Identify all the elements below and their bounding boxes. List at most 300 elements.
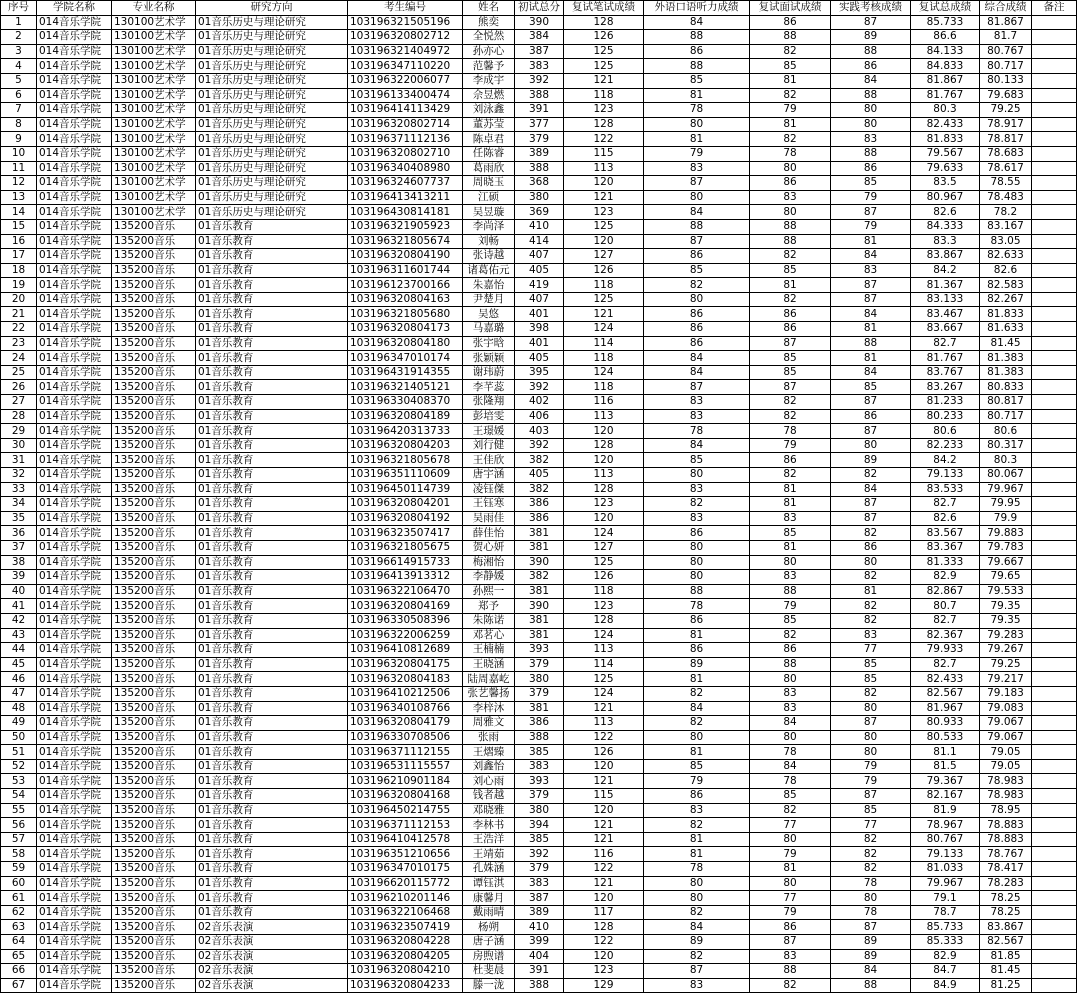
table-row (1, 44, 1077, 59)
table-row (1, 759, 1077, 774)
cell-candidate-id: 103196324607737 (348, 176, 463, 191)
cell-composite-score: 82.567 (980, 935, 1032, 950)
cell-college: 014音乐学院 (37, 818, 112, 833)
cell-major: 135200音乐 (112, 803, 196, 818)
cell-retest-total: 80.233 (911, 409, 980, 424)
cell-written-score: 121 (564, 307, 644, 322)
cell-initial-score: 379 (515, 132, 564, 147)
cell-name: 王钰寒 (463, 497, 515, 512)
cell-college: 014音乐学院 (37, 730, 112, 745)
cell-direction: 01音乐教育 (196, 395, 348, 410)
cell-direction: 02音乐表演 (196, 964, 348, 979)
cell-index: 22 (1, 322, 37, 337)
table-row (1, 686, 1077, 701)
cell-interview-score: 81 (750, 117, 831, 132)
cell-candidate-id: 103196321805674 (348, 234, 463, 249)
cell-initial-score: 379 (515, 789, 564, 804)
cell-initial-score: 381 (515, 628, 564, 643)
cell-retest-total: 83.667 (911, 322, 980, 337)
cell-composite-score: 78.25 (980, 891, 1032, 906)
cell-practice-score: 87 (831, 424, 911, 439)
cell-name: 刘鑫怡 (463, 759, 515, 774)
cell-practice-score: 84 (831, 964, 911, 979)
cell-oral-listening-score: 84 (644, 438, 750, 453)
cell-candidate-id: 103196320804228 (348, 935, 463, 950)
cell-remark (1032, 234, 1077, 249)
cell-direction: 01音乐教育 (196, 745, 348, 760)
cell-oral-listening-score: 88 (644, 584, 750, 599)
cell-name: 滕一泷 (463, 978, 515, 993)
cell-written-score: 126 (564, 745, 644, 760)
cell-composite-score: 79.65 (980, 570, 1032, 585)
cell-college: 014音乐学院 (37, 497, 112, 512)
cell-index: 59 (1, 862, 37, 877)
cell-retest-total: 79.133 (911, 847, 980, 862)
cell-remark (1032, 88, 1077, 103)
cell-interview-score: 80 (750, 672, 831, 687)
cell-candidate-id: 103196347110220 (348, 59, 463, 74)
cell-college: 014音乐学院 (37, 30, 112, 45)
cell-written-score: 120 (564, 949, 644, 964)
cell-major: 135200音乐 (112, 657, 196, 672)
cell-initial-score: 381 (515, 613, 564, 628)
cell-oral-listening-score: 85 (644, 759, 750, 774)
cell-initial-score: 388 (515, 730, 564, 745)
cell-initial-score: 405 (515, 468, 564, 483)
cell-major: 130100艺术学 (112, 117, 196, 132)
cell-name: 任陈睿 (463, 146, 515, 161)
cell-remark (1032, 497, 1077, 512)
cell-direction: 01音乐教育 (196, 789, 348, 804)
table-row (1, 599, 1077, 614)
cell-direction: 01音乐教育 (196, 570, 348, 585)
cell-interview-score: 80 (750, 730, 831, 745)
cell-major: 135200音乐 (112, 686, 196, 701)
cell-index: 27 (1, 395, 37, 410)
cell-direction: 01音乐教育 (196, 453, 348, 468)
cell-practice-score: 88 (831, 44, 911, 59)
cell-initial-score: 405 (515, 263, 564, 278)
cell-major: 135200音乐 (112, 584, 196, 599)
cell-name: 马嘉璐 (463, 322, 515, 337)
cell-major: 135200音乐 (112, 351, 196, 366)
cell-oral-listening-score: 80 (644, 891, 750, 906)
cell-written-score: 123 (564, 599, 644, 614)
cell-name: 李静媛 (463, 570, 515, 585)
cell-interview-score: 78 (750, 745, 831, 760)
cell-candidate-id: 103196410212506 (348, 686, 463, 701)
cell-name: 周雅文 (463, 716, 515, 731)
cell-composite-score: 79.25 (980, 657, 1032, 672)
cell-retest-total: 82.367 (911, 628, 980, 643)
cell-interview-score: 82 (750, 132, 831, 147)
table-row (1, 30, 1077, 45)
cell-retest-total: 81.367 (911, 278, 980, 293)
cell-practice-score: 88 (831, 146, 911, 161)
cell-name: 陈卓君 (463, 132, 515, 147)
cell-initial-score: 406 (515, 409, 564, 424)
cell-remark (1032, 351, 1077, 366)
table-row (1, 745, 1077, 760)
cell-candidate-id: 103196330408370 (348, 395, 463, 410)
cell-candidate-id: 103196413413211 (348, 190, 463, 205)
cell-written-score: 118 (564, 278, 644, 293)
cell-oral-listening-score: 80 (644, 540, 750, 555)
cell-written-score: 120 (564, 234, 644, 249)
cell-college: 014音乐学院 (37, 716, 112, 731)
cell-initial-score: 381 (515, 584, 564, 599)
cell-retest-total: 81.033 (911, 862, 980, 877)
cell-college: 014音乐学院 (37, 176, 112, 191)
table-row (1, 716, 1077, 731)
cell-index: 34 (1, 497, 37, 512)
cell-index: 16 (1, 234, 37, 249)
cell-written-score: 127 (564, 249, 644, 264)
cell-oral-listening-score: 82 (644, 497, 750, 512)
cell-direction: 01音乐历史与理论研究 (196, 146, 348, 161)
cell-candidate-id: 103196320804203 (348, 438, 463, 453)
cell-major: 135200音乐 (112, 701, 196, 716)
cell-major: 135200音乐 (112, 468, 196, 483)
cell-interview-score: 83 (750, 570, 831, 585)
cell-remark (1032, 643, 1077, 658)
cell-oral-listening-score: 85 (644, 453, 750, 468)
cell-remark (1032, 395, 1077, 410)
cell-interview-score: 83 (750, 190, 831, 205)
cell-college: 014音乐学院 (37, 161, 112, 176)
cell-practice-score: 89 (831, 935, 911, 950)
cell-index: 4 (1, 59, 37, 74)
cell-written-score: 113 (564, 409, 644, 424)
cell-college: 014音乐学院 (37, 701, 112, 716)
cell-direction: 01音乐教育 (196, 759, 348, 774)
cell-college: 014音乐学院 (37, 146, 112, 161)
cell-index: 17 (1, 249, 37, 264)
cell-interview-score: 86 (750, 307, 831, 322)
cell-name: 范馨予 (463, 59, 515, 74)
cell-candidate-id: 103196330508396 (348, 613, 463, 628)
cell-remark (1032, 59, 1077, 74)
cell-composite-score: 80.067 (980, 468, 1032, 483)
cell-index: 6 (1, 88, 37, 103)
cell-oral-listening-score: 80 (644, 117, 750, 132)
cell-name: 熊奕 (463, 15, 515, 30)
cell-name: 谭钰淇 (463, 876, 515, 891)
table-row (1, 949, 1077, 964)
cell-direction: 01音乐教育 (196, 891, 348, 906)
cell-written-score: 127 (564, 540, 644, 555)
cell-composite-score: 78.95 (980, 803, 1032, 818)
cell-interview-score: 79 (750, 847, 831, 862)
cell-practice-score: 83 (831, 628, 911, 643)
cell-initial-score: 379 (515, 862, 564, 877)
cell-initial-score: 389 (515, 905, 564, 920)
cell-index: 31 (1, 453, 37, 468)
cell-candidate-id: 103196330708506 (348, 730, 463, 745)
cell-direction: 02音乐表演 (196, 920, 348, 935)
cell-remark (1032, 745, 1077, 760)
cell-remark (1032, 876, 1077, 891)
cell-written-score: 113 (564, 468, 644, 483)
cell-name: 唐子涵 (463, 935, 515, 950)
cell-practice-score: 86 (831, 409, 911, 424)
cell-name: 周晓玉 (463, 176, 515, 191)
cell-college: 014音乐学院 (37, 978, 112, 993)
cell-oral-listening-score: 78 (644, 103, 750, 118)
cell-direction: 01音乐教育 (196, 730, 348, 745)
cell-retest-total: 80.967 (911, 190, 980, 205)
cell-retest-total: 85.733 (911, 15, 980, 30)
cell-practice-score: 80 (831, 117, 911, 132)
cell-retest-total: 83.533 (911, 482, 980, 497)
cell-index: 54 (1, 789, 37, 804)
cell-interview-score: 82 (750, 44, 831, 59)
cell-retest-total: 83.133 (911, 292, 980, 307)
cell-interview-score: 78 (750, 146, 831, 161)
cell-initial-score: 410 (515, 920, 564, 935)
cell-direction: 01音乐教育 (196, 832, 348, 847)
cell-index: 60 (1, 876, 37, 891)
cell-composite-score: 78.817 (980, 132, 1032, 147)
cell-index: 35 (1, 511, 37, 526)
cell-direction: 01音乐教育 (196, 249, 348, 264)
cell-candidate-id: 103196320804189 (348, 409, 463, 424)
cell-interview-score: 81 (750, 73, 831, 88)
cell-index: 20 (1, 292, 37, 307)
cell-major: 135200音乐 (112, 599, 196, 614)
cell-direction: 01音乐教育 (196, 818, 348, 833)
cell-practice-score: 89 (831, 453, 911, 468)
cell-written-score: 120 (564, 176, 644, 191)
cell-major: 135200音乐 (112, 497, 196, 512)
cell-oral-listening-score: 86 (644, 643, 750, 658)
cell-college: 014音乐学院 (37, 263, 112, 278)
cell-major: 130100艺术学 (112, 103, 196, 118)
cell-retest-total: 79.933 (911, 643, 980, 658)
table-row (1, 935, 1077, 950)
cell-name: 吴悠 (463, 307, 515, 322)
cell-initial-score: 407 (515, 292, 564, 307)
table-row (1, 862, 1077, 877)
cell-major: 135200音乐 (112, 759, 196, 774)
cell-name: 葛雨欣 (463, 161, 515, 176)
cell-major: 135200音乐 (112, 613, 196, 628)
cell-remark (1032, 205, 1077, 220)
cell-initial-score: 387 (515, 891, 564, 906)
cell-written-score: 128 (564, 482, 644, 497)
cell-retest-total: 86.6 (911, 30, 980, 45)
cell-written-score: 120 (564, 453, 644, 468)
cell-candidate-id: 103196320804175 (348, 657, 463, 672)
cell-college: 014音乐学院 (37, 862, 112, 877)
cell-name: 康馨月 (463, 891, 515, 906)
cell-direction: 01音乐教育 (196, 511, 348, 526)
cell-candidate-id: 103196320804169 (348, 599, 463, 614)
cell-direction: 01音乐教育 (196, 657, 348, 672)
cell-oral-listening-score: 84 (644, 205, 750, 220)
cell-remark (1032, 190, 1077, 205)
cell-college: 014音乐学院 (37, 949, 112, 964)
cell-college: 014音乐学院 (37, 234, 112, 249)
cell-candidate-id: 103196320804192 (348, 511, 463, 526)
cell-name: 张宇晗 (463, 336, 515, 351)
cell-initial-score: 393 (515, 774, 564, 789)
cell-oral-listening-score: 87 (644, 964, 750, 979)
cell-interview-score: 85 (750, 789, 831, 804)
cell-composite-score: 79.067 (980, 716, 1032, 731)
cell-college: 014音乐学院 (37, 643, 112, 658)
cell-interview-score: 83 (750, 701, 831, 716)
cell-direction: 01音乐教育 (196, 628, 348, 643)
col-header: 复试笔试成绩 (564, 1, 644, 16)
cell-candidate-id: 103196322006259 (348, 628, 463, 643)
cell-college: 014音乐学院 (37, 832, 112, 847)
table-row (1, 88, 1077, 103)
cell-major: 130100艺术学 (112, 176, 196, 191)
cell-composite-score: 81.383 (980, 365, 1032, 380)
cell-oral-listening-score: 85 (644, 73, 750, 88)
cell-index: 58 (1, 847, 37, 862)
cell-initial-score: 391 (515, 103, 564, 118)
cell-practice-score: 87 (831, 497, 911, 512)
cell-retest-total: 81.867 (911, 73, 980, 88)
cell-major: 135200音乐 (112, 307, 196, 322)
cell-written-score: 120 (564, 891, 644, 906)
cell-major: 135200音乐 (112, 570, 196, 585)
cell-initial-score: 393 (515, 643, 564, 658)
cell-direction: 01音乐教育 (196, 540, 348, 555)
cell-name: 钱者越 (463, 789, 515, 804)
cell-composite-score: 79.783 (980, 540, 1032, 555)
cell-interview-score: 79 (750, 103, 831, 118)
cell-initial-score: 377 (515, 117, 564, 132)
cell-retest-total: 80.7 (911, 599, 980, 614)
cell-oral-listening-score: 81 (644, 745, 750, 760)
table-row (1, 278, 1077, 293)
cell-major: 135200音乐 (112, 920, 196, 935)
cell-college: 014音乐学院 (37, 905, 112, 920)
cell-candidate-id: 103196320802714 (348, 117, 463, 132)
cell-practice-score: 87 (831, 789, 911, 804)
cell-practice-score: 82 (831, 686, 911, 701)
cell-practice-score: 81 (831, 234, 911, 249)
table-row (1, 570, 1077, 585)
cell-college: 014音乐学院 (37, 44, 112, 59)
cell-written-score: 120 (564, 759, 644, 774)
cell-major: 135200音乐 (112, 555, 196, 570)
cell-index: 36 (1, 526, 37, 541)
cell-oral-listening-score: 81 (644, 832, 750, 847)
cell-name: 张诗越 (463, 249, 515, 264)
cell-index: 18 (1, 263, 37, 278)
cell-college: 014音乐学院 (37, 395, 112, 410)
cell-candidate-id: 103196351110609 (348, 468, 463, 483)
cell-oral-listening-score: 83 (644, 161, 750, 176)
cell-college: 014音乐学院 (37, 117, 112, 132)
cell-practice-score: 85 (831, 176, 911, 191)
cell-college: 014音乐学院 (37, 745, 112, 760)
cell-direction: 01音乐教育 (196, 438, 348, 453)
cell-remark (1032, 336, 1077, 351)
cell-written-score: 124 (564, 628, 644, 643)
cell-retest-total: 82.9 (911, 949, 980, 964)
cell-oral-listening-score: 84 (644, 920, 750, 935)
cell-direction: 01音乐历史与理论研究 (196, 103, 348, 118)
cell-remark (1032, 176, 1077, 191)
cell-initial-score: 398 (515, 322, 564, 337)
cell-retest-total: 84.833 (911, 59, 980, 74)
cell-composite-score: 78.617 (980, 161, 1032, 176)
cell-written-score: 125 (564, 292, 644, 307)
cell-composite-score: 80.6 (980, 424, 1032, 439)
cell-direction: 01音乐历史与理论研究 (196, 88, 348, 103)
cell-practice-score: 83 (831, 263, 911, 278)
cell-index: 67 (1, 978, 37, 993)
table-row (1, 205, 1077, 220)
cell-interview-score: 85 (750, 59, 831, 74)
table-row (1, 190, 1077, 205)
cell-initial-score: 407 (515, 249, 564, 264)
cell-initial-score: 383 (515, 59, 564, 74)
cell-interview-score: 82 (750, 628, 831, 643)
cell-oral-listening-score: 79 (644, 146, 750, 161)
cell-interview-score: 84 (750, 716, 831, 731)
cell-remark (1032, 701, 1077, 716)
cell-retest-total: 81.333 (911, 555, 980, 570)
cell-candidate-id: 103196413913312 (348, 570, 463, 585)
cell-major: 135200音乐 (112, 716, 196, 731)
cell-practice-score: 88 (831, 978, 911, 993)
cell-index: 48 (1, 701, 37, 716)
table-row (1, 219, 1077, 234)
cell-practice-score: 84 (831, 73, 911, 88)
cell-practice-score: 78 (831, 905, 911, 920)
cell-oral-listening-score: 80 (644, 730, 750, 745)
cell-practice-score: 78 (831, 876, 911, 891)
cell-index: 42 (1, 613, 37, 628)
cell-major: 135200音乐 (112, 643, 196, 658)
cell-practice-score: 84 (831, 365, 911, 380)
cell-composite-score: 80.3 (980, 453, 1032, 468)
cell-index: 26 (1, 380, 37, 395)
table-row (1, 803, 1077, 818)
cell-candidate-id: 103196371112153 (348, 818, 463, 833)
cell-initial-score: 392 (515, 438, 564, 453)
cell-direction: 01音乐教育 (196, 365, 348, 380)
cell-major: 135200音乐 (112, 774, 196, 789)
cell-composite-score: 78.917 (980, 117, 1032, 132)
cell-remark (1032, 818, 1077, 833)
cell-written-score: 123 (564, 497, 644, 512)
table-row (1, 876, 1077, 891)
cell-index: 21 (1, 307, 37, 322)
cell-major: 135200音乐 (112, 424, 196, 439)
cell-practice-score: 82 (831, 468, 911, 483)
cell-college: 014音乐学院 (37, 351, 112, 366)
cell-initial-score: 384 (515, 30, 564, 45)
cell-interview-score: 86 (750, 15, 831, 30)
cell-oral-listening-score: 86 (644, 44, 750, 59)
cell-direction: 01音乐历史与理论研究 (196, 132, 348, 147)
cell-written-score: 124 (564, 686, 644, 701)
cell-interview-score: 88 (750, 964, 831, 979)
cell-major: 135200音乐 (112, 862, 196, 877)
cell-direction: 01音乐教育 (196, 409, 348, 424)
cell-candidate-id: 103196321805678 (348, 453, 463, 468)
table-row (1, 117, 1077, 132)
col-header: 综合成绩 (980, 1, 1032, 16)
cell-interview-score: 86 (750, 322, 831, 337)
